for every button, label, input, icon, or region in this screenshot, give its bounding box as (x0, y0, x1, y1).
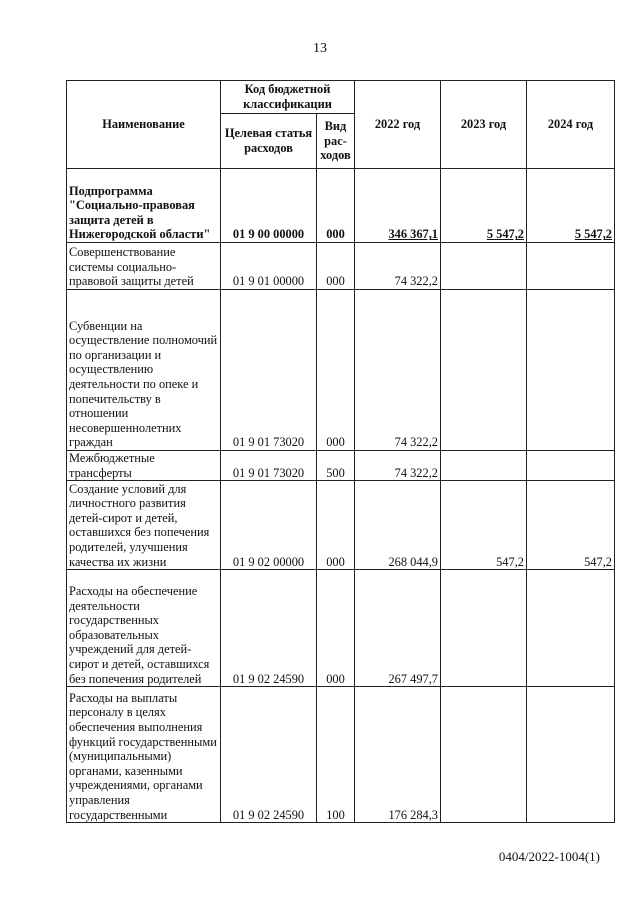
header-code-group: Код бюджетной классификации (221, 81, 355, 114)
row-target-article: 01 9 01 00000 (221, 243, 317, 290)
row-value-2024 (527, 570, 615, 687)
row-value-2024: 5 547,2 (527, 169, 615, 243)
row-name: Межбюджетные трансферты (67, 451, 221, 481)
header-expense-type: Вид рас-ходов (317, 114, 355, 169)
row-value-2023 (441, 451, 527, 481)
row-target-article: 01 9 02 24590 (221, 570, 317, 687)
row-value-2022: 346 367,1 (355, 169, 441, 243)
budget-table (66, 80, 615, 823)
table-row (67, 570, 615, 687)
row-name: Подпрограмма "Социально-правовая защита детей в Нижегородской области" (67, 169, 221, 243)
table-row (67, 687, 615, 823)
row-target-article: 01 9 01 73020 (221, 451, 317, 481)
row-name: Совершенствование системы социально-правовой защиты детей (67, 243, 221, 290)
row-value-2023 (441, 243, 527, 290)
row-value-2023 (441, 290, 527, 451)
row-value-2024 (527, 243, 615, 290)
row-value-2022: 74 322,2 (355, 243, 441, 290)
row-value-2022: 74 322,2 (355, 290, 441, 451)
page-number: 13 (313, 41, 327, 56)
row-expense-type: 000 (317, 290, 355, 451)
row-name: Создание условий для личностного развития детей-сирот и детей, оставшихся без попечения родителей, улучшения качества их жизни (67, 481, 221, 570)
row-name: Расходы на выплаты персоналу в целях обеспечения выполнения функций государственными (муниципальными) органами, казенными учреждениями, органами управления государственными (67, 687, 221, 823)
row-expense-type: 000 (317, 243, 355, 290)
table-row (67, 169, 615, 243)
header-year-2022: 2022 год (355, 81, 441, 169)
row-value-2024 (527, 451, 615, 481)
row-target-article: 01 9 02 24590 (221, 687, 317, 823)
row-value-2024 (527, 687, 615, 823)
table-row (67, 243, 615, 290)
row-name: Субвенции на осуществление полномочий по организации и осуществлению деятельности по опеке и попечительству в отношении несовершеннолетних граждан (67, 290, 221, 451)
row-value-2022: 176 284,3 (355, 687, 441, 823)
row-expense-type: 000 (317, 169, 355, 243)
row-expense-type: 000 (317, 481, 355, 570)
row-target-article: 01 9 01 73020 (221, 290, 317, 451)
row-target-article: 01 9 02 00000 (221, 481, 317, 570)
table-row (67, 290, 615, 451)
row-value-2023: 547,2 (441, 481, 527, 570)
table-body (67, 169, 615, 823)
table-row (67, 481, 615, 570)
row-value-2023 (441, 687, 527, 823)
header-name: Наименование (67, 81, 221, 169)
header-target-article: Целевая статья расходов (221, 114, 317, 169)
row-name: Расходы на обеспечение деятельности государственных образовательных учреждений для детей-сирот и детей, оставшихся без попечения родителей (67, 570, 221, 687)
row-value-2023 (441, 570, 527, 687)
document-code: 0404/2022-1004(1) (498, 849, 600, 864)
row-value-2024 (527, 290, 615, 451)
header-year-2024: 2024 год (527, 81, 615, 169)
row-value-2022: 267 497,7 (355, 570, 441, 687)
row-target-article: 01 9 00 00000 (221, 169, 317, 243)
header-year-2023: 2023 год (441, 81, 527, 169)
row-expense-type: 100 (317, 687, 355, 823)
row-value-2022: 268 044,9 (355, 481, 441, 570)
row-value-2022: 74 322,2 (355, 451, 441, 481)
row-expense-type: 000 (317, 570, 355, 687)
row-value-2023: 5 547,2 (441, 169, 527, 243)
row-expense-type: 500 (317, 451, 355, 481)
table-row (67, 451, 615, 481)
row-value-2024: 547,2 (527, 481, 615, 570)
